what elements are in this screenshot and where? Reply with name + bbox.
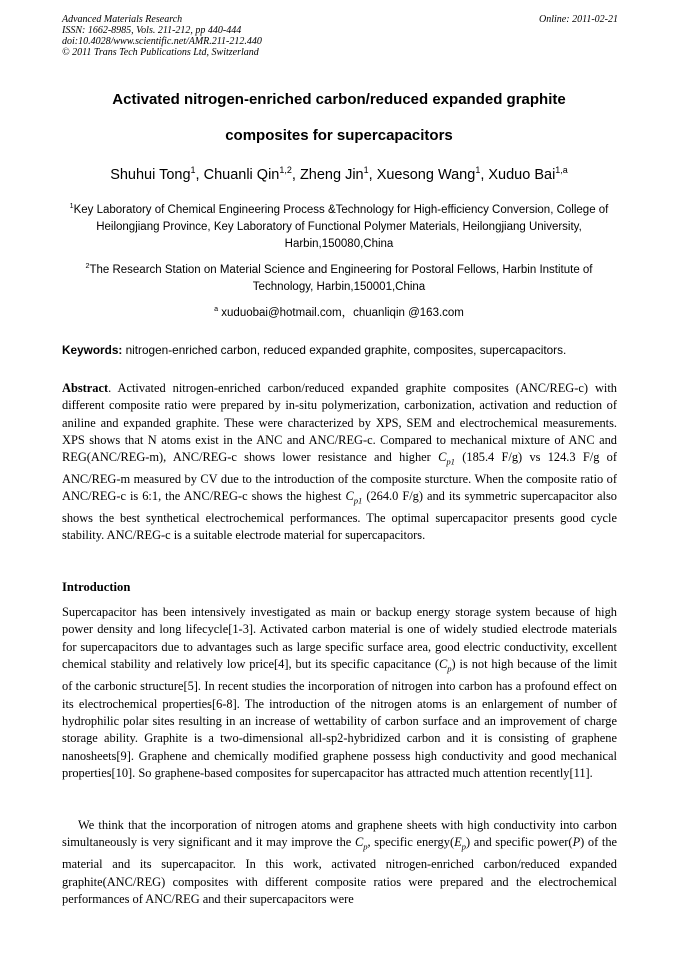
symbol-letter: C xyxy=(345,489,354,504)
author-separator: , xyxy=(291,167,300,183)
symbol-subscript: p xyxy=(447,663,452,674)
keywords-text: nitrogen-enriched carbon, reduced expanded graphite, composites, supercapacitors. xyxy=(122,343,567,357)
paragraph-text: , specific energy( xyxy=(367,835,455,850)
journal-doi: doi:10.4028/www.scientific.net/AMR.211-212.440 xyxy=(62,36,262,47)
introduction-paragraph-2 xyxy=(62,817,617,909)
paragraph-text: We think that the incorporation of nitrogen atoms and graphene sheets with high conductivity into carbon simultaneously is very significant and it may improve the xyxy=(62,818,617,850)
symbol-ep xyxy=(454,835,466,852)
symbol-letter: C xyxy=(438,450,447,465)
keywords-label: Keywords: xyxy=(62,343,123,357)
journal-copyright: © 2011 Trans Tech Publications Ltd, Switzerland xyxy=(62,47,259,58)
abstract-text: (185.4 F/g) vs 124.3 F/g of ANC/REG-m measured by CV due to the introduction of the composite sturcture. When the composite ratio of ANC/REG-c is 6:1, the ANC/REG-c shows the highest xyxy=(62,450,617,504)
affiliation-text: Key Laboratory of Chemical Engineering Process &Technology for High-efficiency Conversion, College of Heilongjiang Province, Key Laboratory of Functional Polymer Materials, Heilongjiang University, Harbin,150080,China xyxy=(73,204,609,250)
symbol-subscript: p1 xyxy=(353,495,363,506)
symbol-cp1 xyxy=(345,489,363,506)
abstract xyxy=(62,380,617,545)
author-affiliation-mark: 1 xyxy=(190,165,196,176)
symbol-cp1 xyxy=(438,450,455,467)
journal-name: Advanced Materials Research xyxy=(62,14,183,25)
abstract-text: . Activated nitrogen-enriched carbon/reduced expanded graphite composites (ANC/REG-c) with different composite ratio were prepared by in-situ polymerization, carbonization, activation and reduction of aniline and expanded graphite. These were characterized by XPS, SEM and electrochemical measurements. XPS shows that N atoms exist in the ANC and ANC/REG-c. Compared to mechanical mixture of ANC and REG(ANC/REG-m), ANC/REG-c shows lower resistance and higher xyxy=(62,381,617,465)
email-text: xuduobai@hotmail.com，chuanliqin @163.com xyxy=(218,307,464,319)
author-name: Xuduo Bai xyxy=(488,167,556,183)
symbol-letter: C xyxy=(354,835,364,850)
email-mark: a xyxy=(214,305,219,314)
paper-title-line-2: composites for supercapacitors xyxy=(225,127,453,144)
symbol-subscript: p xyxy=(461,841,466,852)
author-separator: , xyxy=(480,167,489,183)
paragraph-text: ) of the material and its supercapacitor. In this work, activated nitrogen-enriched carbon/reduced expanded graphite(ANC/REG) composites with different composite ratios were prepared and the electrochemical performances of ANC/REG and their supercapacitors were xyxy=(62,835,618,907)
abstract-label: Abstract xyxy=(62,381,109,395)
author-affiliation-mark: 1,a xyxy=(555,165,568,176)
author-name: Shuhui Tong xyxy=(110,167,191,183)
symbol-letter: E xyxy=(454,835,462,850)
author-separator: , xyxy=(368,167,377,183)
symbol-subscript: p xyxy=(363,841,368,852)
author-affiliation-mark: 1,2 xyxy=(279,165,292,176)
contact-emails xyxy=(60,304,618,320)
online-date: Online: 2011-02-21 xyxy=(539,14,618,25)
symbol-cp xyxy=(438,657,452,674)
introduction-paragraph-1 xyxy=(62,604,617,783)
author-name: Xuesong Wang xyxy=(376,167,476,183)
affiliation-mark: 2 xyxy=(85,262,90,271)
author-name: Zheng Jin xyxy=(299,167,364,183)
paragraph-text: ) is not high because of the limit of the carbonic structure[5]. In recent studies the incorporation of nitrogen into carbon has a profound effect on its electrochemical properties[6-8]. The introduction of the nitrogen atoms is an enlargement of number of hydrophilic polar sites resulting in an increase of wettability of carbon surface and an improvement of charge storage ability. Graphite is a two-dimensional all-sp2-hybridized carbon and it is consisting of graphene nanosheets[9]. Graphene and chemically modified graphene possess high conductivity and good mechanical properties[10]. So graphene-based composites for supercapacitor has attracted much attention recently[11]. xyxy=(62,657,618,781)
journal-issn: ISSN: 1662-8985, Vols. 211-212, pp 440-444 xyxy=(62,25,242,36)
abstract-text: (264.0 F/g) and its symmetric supercapacitor also shows the best synthetical electrochemical performances. The optimal supercapacitor presents good cycle stability. ANC/REG-c is a suitable electrode material for supercapacitors. xyxy=(62,489,617,543)
section-heading-introduction: Introduction xyxy=(62,580,131,594)
journal-header xyxy=(62,14,618,58)
paragraph-text: ) and specific power( xyxy=(465,835,573,850)
keywords xyxy=(62,343,622,357)
symbol-subscript: p1 xyxy=(446,456,455,467)
affiliation-1 xyxy=(60,202,618,253)
symbol-p: P xyxy=(572,835,581,850)
affiliation-2 xyxy=(60,262,618,296)
author-separator: , xyxy=(195,167,204,183)
author-affiliation-mark: 1 xyxy=(363,165,369,176)
symbol-cp xyxy=(354,835,368,852)
author-list xyxy=(40,167,638,183)
paper-title-line-1: Activated nitrogen-enriched carbon/reduced expanded graphite xyxy=(112,91,566,108)
author-name: Chuanli Qin xyxy=(203,167,280,183)
affiliation-mark: 1 xyxy=(69,202,74,211)
author-affiliation-mark: 1 xyxy=(475,165,481,176)
symbol-letter: C xyxy=(438,657,448,672)
paragraph-text: Supercapacitor has been intensively investigated as main or backup energy storage system because of high power density and long lifecycle[1-3]. Activated carbon material is one of widely studied electrode materials for supercapacitors due to advantages such as large specific surface area, good electric conductivity, excellent chemical stability and relatively low price[4], but its specific capacitance ( xyxy=(62,605,617,672)
affiliation-text: The Research Station on Material Science and Engineering for Postoral Fellows, Harbin Institute of Technology, Harbin,150001,China xyxy=(89,264,593,293)
